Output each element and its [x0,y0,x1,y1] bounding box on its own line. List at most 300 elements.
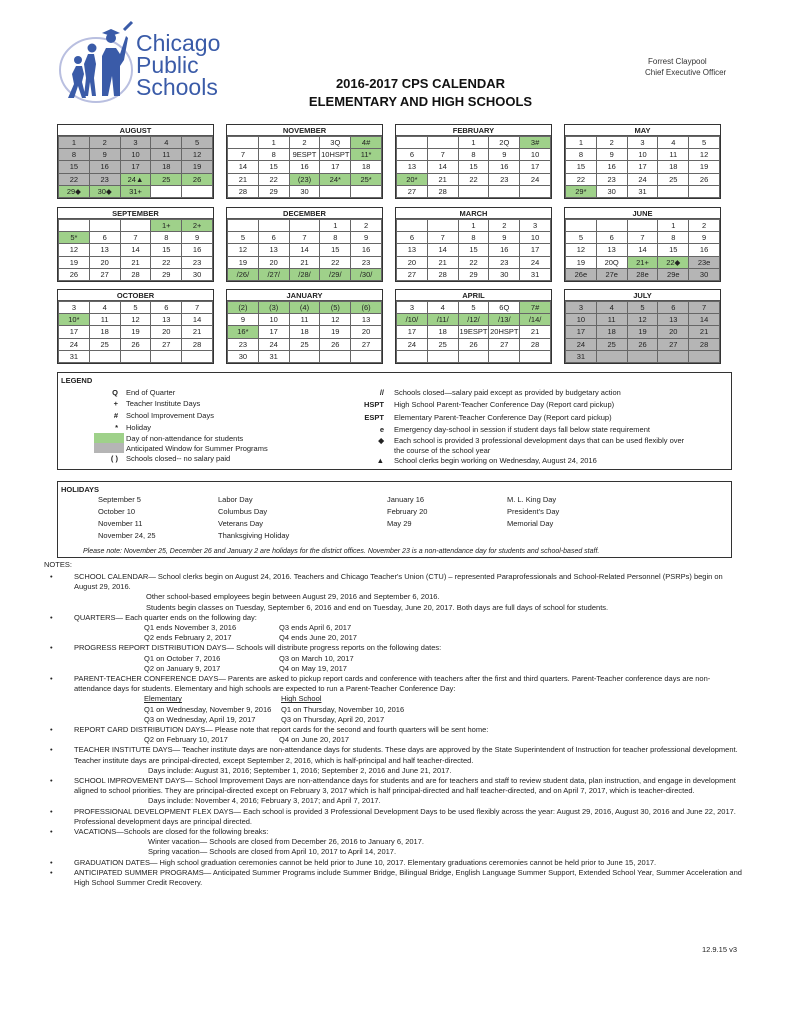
bullet-icon: • [50,674,53,684]
day-cell: 5 [689,137,720,149]
day-cell: 8 [320,232,351,244]
day-cell: 15 [320,244,351,256]
day-cell: 8 [59,149,90,161]
day-cell: 6 [658,302,689,314]
note-text: PARENT-TEACHER CONFERENCE DAYS— Parents are asked to pickup report cards and conference with teachers after the first and third quarters. Parent-Teacher conference days are non-attendance days for students. Elementary and high schools are expected to run a Parent-Teacher Conference Day: [74,674,711,694]
holiday-date: November 11 [98,519,143,528]
day-cell: 13 [397,161,428,173]
day-cell: 25 [289,338,320,350]
day-cell: 3 [566,302,597,314]
day-cell: (4) [289,302,320,314]
day-cell: 9ESPT [289,149,320,161]
holiday-date: September 5 [98,495,141,504]
day-cell: 29e [658,268,689,280]
day-cell: /30/ [351,268,382,280]
day-cell: 21 [427,173,458,185]
day-cell: 4 [658,137,689,149]
day-cell: 19 [182,161,213,173]
day-cell: 3 [397,302,428,314]
day-cell: 22 [258,173,289,185]
week-row [566,256,720,268]
day-cell: 25* [351,173,382,185]
holiday-name: Thanksgiving Holiday [218,531,290,540]
version-label: 12.9.15 v3 [702,945,738,954]
day-cell: 10 [566,314,597,326]
day-cell: 17 [520,161,551,173]
day-cell [458,185,489,197]
day-cell: 21 [689,326,720,338]
week-row [59,326,213,338]
day-cell: 18 [89,326,120,338]
ptc-high-label: High School [281,694,322,704]
day-cell: 7 [182,302,213,314]
page-title [0,75,791,111]
p3: Q3 on March 10, 2017 [279,653,354,663]
legend-symbol: HSPT [363,399,384,409]
day-cell: 30 [289,185,320,197]
month-name: MAY [565,125,720,136]
day-cell: 12 [59,244,90,256]
day-cell: 30 [182,268,213,280]
day-cell: 18 [596,326,627,338]
month-name: DECEMBER [227,208,382,219]
day-cell: 13 [151,314,182,326]
day-cell: /28/ [289,268,320,280]
legend-symbol: ◆ [378,435,384,445]
day-cell: (23) [289,173,320,185]
day-cell: 8 [458,232,489,244]
note-text: PROGRESS REPORT DISTRIBUTION DAYS— Schools will distribute progress reports on the following dates: [74,643,442,653]
bullet-icon: • [50,806,53,816]
week-row [228,268,382,280]
day-cell: 18 [351,161,382,173]
day-cell: 12 [627,314,658,326]
holidays-box [57,481,732,558]
day-cell: 24* [320,173,351,185]
day-cell [689,185,720,197]
holiday-date: May 29 [387,519,412,528]
day-cell: 26 [458,338,489,350]
legend-symbol: + [113,398,118,408]
day-cell: /26/ [228,268,259,280]
week-row [59,173,213,185]
day-cell: 5 [458,302,489,314]
week-row [566,185,720,197]
day-cell: (2) [228,302,259,314]
day-cell: 2 [89,137,120,149]
day-cell: 16 [596,161,627,173]
day-cell [427,220,458,232]
day-cell: 28 [228,185,259,197]
day-cell: 30 [489,268,520,280]
day-cell: 17 [59,326,90,338]
day-cell: 5 [566,232,597,244]
week-row [228,314,382,326]
ceo-name: Forrest Claypool [648,57,707,66]
day-cell [320,185,351,197]
day-cell [489,185,520,197]
holiday-name: Columbus Day [218,507,268,516]
day-cell: 12 [182,149,213,161]
day-cell: 17 [520,244,551,256]
legend-text: Schools closed—salary paid except as provided by budgetary action [394,387,621,397]
day-cell [520,350,551,362]
day-cell: 14 [120,244,151,256]
day-cell: 6 [258,232,289,244]
legend-box [57,372,732,470]
week-row [397,137,551,149]
month-october [57,289,214,364]
day-cell: 27 [151,338,182,350]
day-cell: 26 [320,338,351,350]
week-row [59,161,213,173]
legend-symbol: Q [112,387,118,397]
day-cell [89,220,120,232]
day-cell: 2 [489,220,520,232]
day-cell: 16 [289,161,320,173]
day-cell: 19 [689,161,720,173]
day-cell: 13 [89,244,120,256]
day-cell: 12 [689,149,720,161]
bullet-icon: • [50,867,53,877]
week-row [228,173,382,185]
day-cell: 5* [59,232,90,244]
note-school-calendar [44,572,744,592]
ptc-header-row [44,694,744,704]
note-pd-flex [44,807,744,827]
month-name: AUGUST [58,125,213,136]
week-row [397,185,551,197]
day-cell: 20* [397,173,428,185]
day-cell: 4 [151,137,182,149]
day-cell: 30 [689,268,720,280]
day-cell: 12 [228,244,259,256]
legend-text: Teacher Institute Days [126,398,201,408]
note-summer [44,868,744,888]
note-text: GRADUATION DATES— High school graduation ceremonies cannot be held prior to June 10, 2017. Elementary graduations ceremonies cannot be held prior to June 15, 2017. [74,857,657,867]
day-cell: 19 [120,326,151,338]
day-cell: 24 [520,173,551,185]
day-cell: 22 [458,256,489,268]
legend-text: School clerks begin working on Wednesday, August 24, 2016 [394,455,597,465]
day-cell: 9 [89,149,120,161]
day-cell: 23e [689,256,720,268]
day-cell: 14 [427,244,458,256]
week-row [228,220,382,232]
week-row [228,244,382,256]
day-cell: 27 [658,338,689,350]
week-row [228,232,382,244]
day-cell: 19ESPT [459,327,488,337]
day-cell: 19 [59,256,90,268]
day-cell: 20 [397,256,428,268]
legend-text: Each school is provided 3 professional development days that can be used flexibly over [394,435,685,445]
holiday-date: October 10 [98,507,136,516]
day-cell: 2 [289,137,320,149]
legend-item [358,455,597,465]
week-row [566,149,720,161]
day-cell: 23 [489,256,520,268]
q1-end: Q1 ends November 3, 2016 [144,623,237,633]
month-name: FEBRUARY [396,125,551,136]
day-cell: 3Q [320,137,351,149]
legend-text: End of Quarter [126,387,176,397]
day-cell: 14 [427,161,458,173]
note-teacher-institute [44,745,744,765]
day-cell: 15 [458,244,489,256]
holiday-name: President's Day [507,507,560,516]
day-cell: 10HSPT [321,150,350,160]
month-december [226,207,383,282]
day-cell [258,220,289,232]
week-row [59,314,213,326]
note-text: PROFESSIONAL DEVELOPMENT FLEX DAYS— Each school is provided 3 Professional Development Days to be used flexibly across the year: August 29, 2016, August 30, 2016 and June 22, 2017. Professional development days are principal directed. [74,806,736,826]
week-row [397,232,551,244]
week-row [59,244,213,256]
legend-text: Schools closed-- no salary paid [126,453,231,463]
bullet-icon: • [50,725,53,735]
day-cell: 1 [320,220,351,232]
month-july [564,289,721,364]
day-cell: 28 [120,268,151,280]
day-cell: 20 [351,326,382,338]
day-cell: 11 [289,314,320,326]
day-cell: 16* [228,326,259,338]
day-cell: 13 [658,314,689,326]
day-cell: 3# [520,137,551,149]
holiday-name: Veterans Day [218,519,264,528]
ptc-row-1 [44,705,744,715]
day-cell: 6 [596,232,627,244]
day-cell: 7 [689,302,720,314]
legend-item [358,412,612,422]
week-row [566,232,720,244]
day-cell: 12 [566,244,597,256]
legend-symbol: # [113,410,118,420]
day-cell: 10* [59,314,90,326]
legend-text: School Improvement Days [126,410,214,420]
week-row [397,161,551,173]
note-text: REPORT CARD DISTRIBUTION DAYS— Please note that report cards for the second and fourth quarters will be sent home: [74,725,489,735]
legend-item [98,453,230,463]
ptc-e3: Q3 on Wednesday, April 19, 2017 [144,714,256,724]
day-cell: 17 [120,161,151,173]
day-cell: 16 [351,244,382,256]
day-cell [658,185,689,197]
legend-text: High School Parent-Teacher Conference Day (Report card pickup) [394,399,615,409]
day-cell: 17 [258,326,289,338]
note-graduation [44,858,744,868]
day-cell: 20 [258,256,289,268]
day-cell: 10 [520,232,551,244]
day-cell [397,137,428,149]
day-cell: 26 [689,173,720,185]
day-cell: 13 [397,244,428,256]
week-row [566,173,720,185]
holiday-date: November 24, 25 [98,531,156,540]
month-september [57,207,214,282]
day-cell: 9 [689,232,720,244]
week-row [228,302,382,314]
day-cell: 18 [658,161,689,173]
week-row [59,256,213,268]
week-row [59,149,213,161]
day-cell [627,220,658,232]
holiday-name: Labor Day [218,495,253,504]
day-cell: 15 [258,161,289,173]
note-text: SCHOOL IMPROVEMENT DAYS— School Improvement Days are non-attendance days for students and are for teachers and staff to review student data, plan instruction, and engage in development aligned to school priorities. They are principal-directed except on February 3, 2017 which is half principal-directed and half teacher-directed, and on April 7, 2017, which is teacher-directed. [74,776,736,796]
ptc-h3: Q3 on Thursday, April 20, 2017 [281,714,385,724]
note-progress [44,643,744,653]
day-cell [427,137,458,149]
day-cell: 26e [566,268,597,280]
legend-text: Day of non-attendance for students [126,433,244,443]
day-cell: 8 [566,149,597,161]
day-cell [658,350,689,362]
note-ptc [44,674,744,694]
day-cell: 1 [258,137,289,149]
legend-symbol: ( ) [110,453,118,463]
day-cell: 17 [320,161,351,173]
day-cell: 7 [427,232,458,244]
holiday-name: M. L. King Day [507,495,557,504]
day-cell: 18 [289,326,320,338]
day-cell [427,350,458,362]
day-cell: 4 [596,302,627,314]
week-row [566,326,720,338]
week-row [566,268,720,280]
day-cell: 23 [89,173,120,185]
day-cell: /10/ [397,314,428,326]
week-row [566,302,720,314]
week-row [228,350,382,362]
legend-title: LEGEND [61,376,93,385]
holidays-title: HOLIDAYS [61,485,100,494]
week-row [397,302,551,314]
day-cell: /27/ [258,268,289,280]
day-cell: 19 [566,256,597,268]
day-cell [351,350,382,362]
day-cell: 27 [489,338,520,350]
bullet-icon: • [50,572,53,581]
day-cell: 21+ [627,256,658,268]
note-sub: Days include: November 4, 2016; February 3, 2017; and April 7, 2017. [148,796,381,806]
day-cell: 26 [59,268,90,280]
week-row [397,220,551,232]
day-cell: 28 [427,185,458,197]
day-cell: 31 [258,350,289,362]
day-cell: 30 [596,185,627,197]
week-row [59,220,213,232]
progress-row-1 [44,654,744,664]
day-cell: 6 [397,232,428,244]
legend-symbol: e [379,424,384,434]
week-row [59,137,213,149]
day-cell: 2Q [489,137,520,149]
day-cell: 22 [59,173,90,185]
day-cell: 1+ [151,220,182,232]
day-cell: 6Q [489,302,520,314]
week-row [228,185,382,197]
title-line-2: ELEMENTARY AND HIGH SCHOOLS [308,94,533,109]
holiday-date: February 20 [387,507,428,516]
day-cell: 20 [89,256,120,268]
day-cell: (6) [351,302,382,314]
day-cell: 24 [397,338,428,350]
ptc-h1: Q1 on Thursday, November 10, 2016 [281,704,405,714]
day-cell: 14 [689,314,720,326]
legend-symbol: // [379,387,384,397]
day-cell: 31 [566,350,597,362]
day-cell: 8 [151,232,182,244]
day-cell: 19 [228,256,259,268]
week-row [397,149,551,161]
title-line-1: 2016-2017 CPS CALENDAR [335,76,506,91]
day-cell: 3 [627,137,658,149]
week-row [228,338,382,350]
month-april [395,289,552,364]
day-cell: 13 [258,244,289,256]
month-may [564,124,721,199]
day-cell: 6 [89,232,120,244]
day-cell: 25 [151,173,182,185]
ptc-row-2 [44,715,744,725]
legend-item [358,399,614,409]
legend-text: Holiday [126,422,152,432]
day-cell: 1 [59,137,90,149]
logo-line-1: Chicago [136,30,221,56]
note-sub: Days include: August 31, 2016; September 1, 2016; September 2, 2016 and June 21, 2017. [148,765,452,775]
day-cell: 13 [596,244,627,256]
day-cell [689,350,720,362]
day-cell: 18 [427,326,458,338]
day-cell: 7 [289,232,320,244]
day-cell: 14 [228,161,259,173]
day-cell [151,350,182,362]
rc2: Q2 on February 10, 2017 [144,735,228,745]
legend-text: Emergency day-school in session if student days fall below state requirement [394,424,650,434]
legend-item [98,443,268,453]
day-cell: 20 [658,326,689,338]
week-row [566,314,720,326]
month-name: OCTOBER [58,290,213,301]
day-cell: 27 [89,268,120,280]
day-cell: 2 [689,220,720,232]
notes-title: NOTES: [44,560,72,569]
note-quarters [44,613,744,623]
holiday-date: January 16 [387,495,425,504]
day-cell: 11 [596,314,627,326]
day-cell: 7 [228,149,259,161]
month-february [395,124,552,199]
month-name: SEPTEMBER [58,208,213,219]
q4-end: Q4 ends June 20, 2017 [279,633,357,643]
day-cell [397,350,428,362]
day-cell: 10 [520,149,551,161]
day-cell: 11 [151,149,182,161]
day-cell [182,185,213,197]
day-cell: 20 [151,326,182,338]
day-cell: 28 [689,338,720,350]
logo-line-3: Schools [136,74,218,100]
quarters-row-2 [44,633,744,643]
week-row [397,173,551,185]
day-cell: 15 [566,161,597,173]
day-cell: (3) [258,302,289,314]
q2-end: Q2 ends February 2, 2017 [144,633,232,643]
day-cell [289,220,320,232]
week-row [397,244,551,256]
